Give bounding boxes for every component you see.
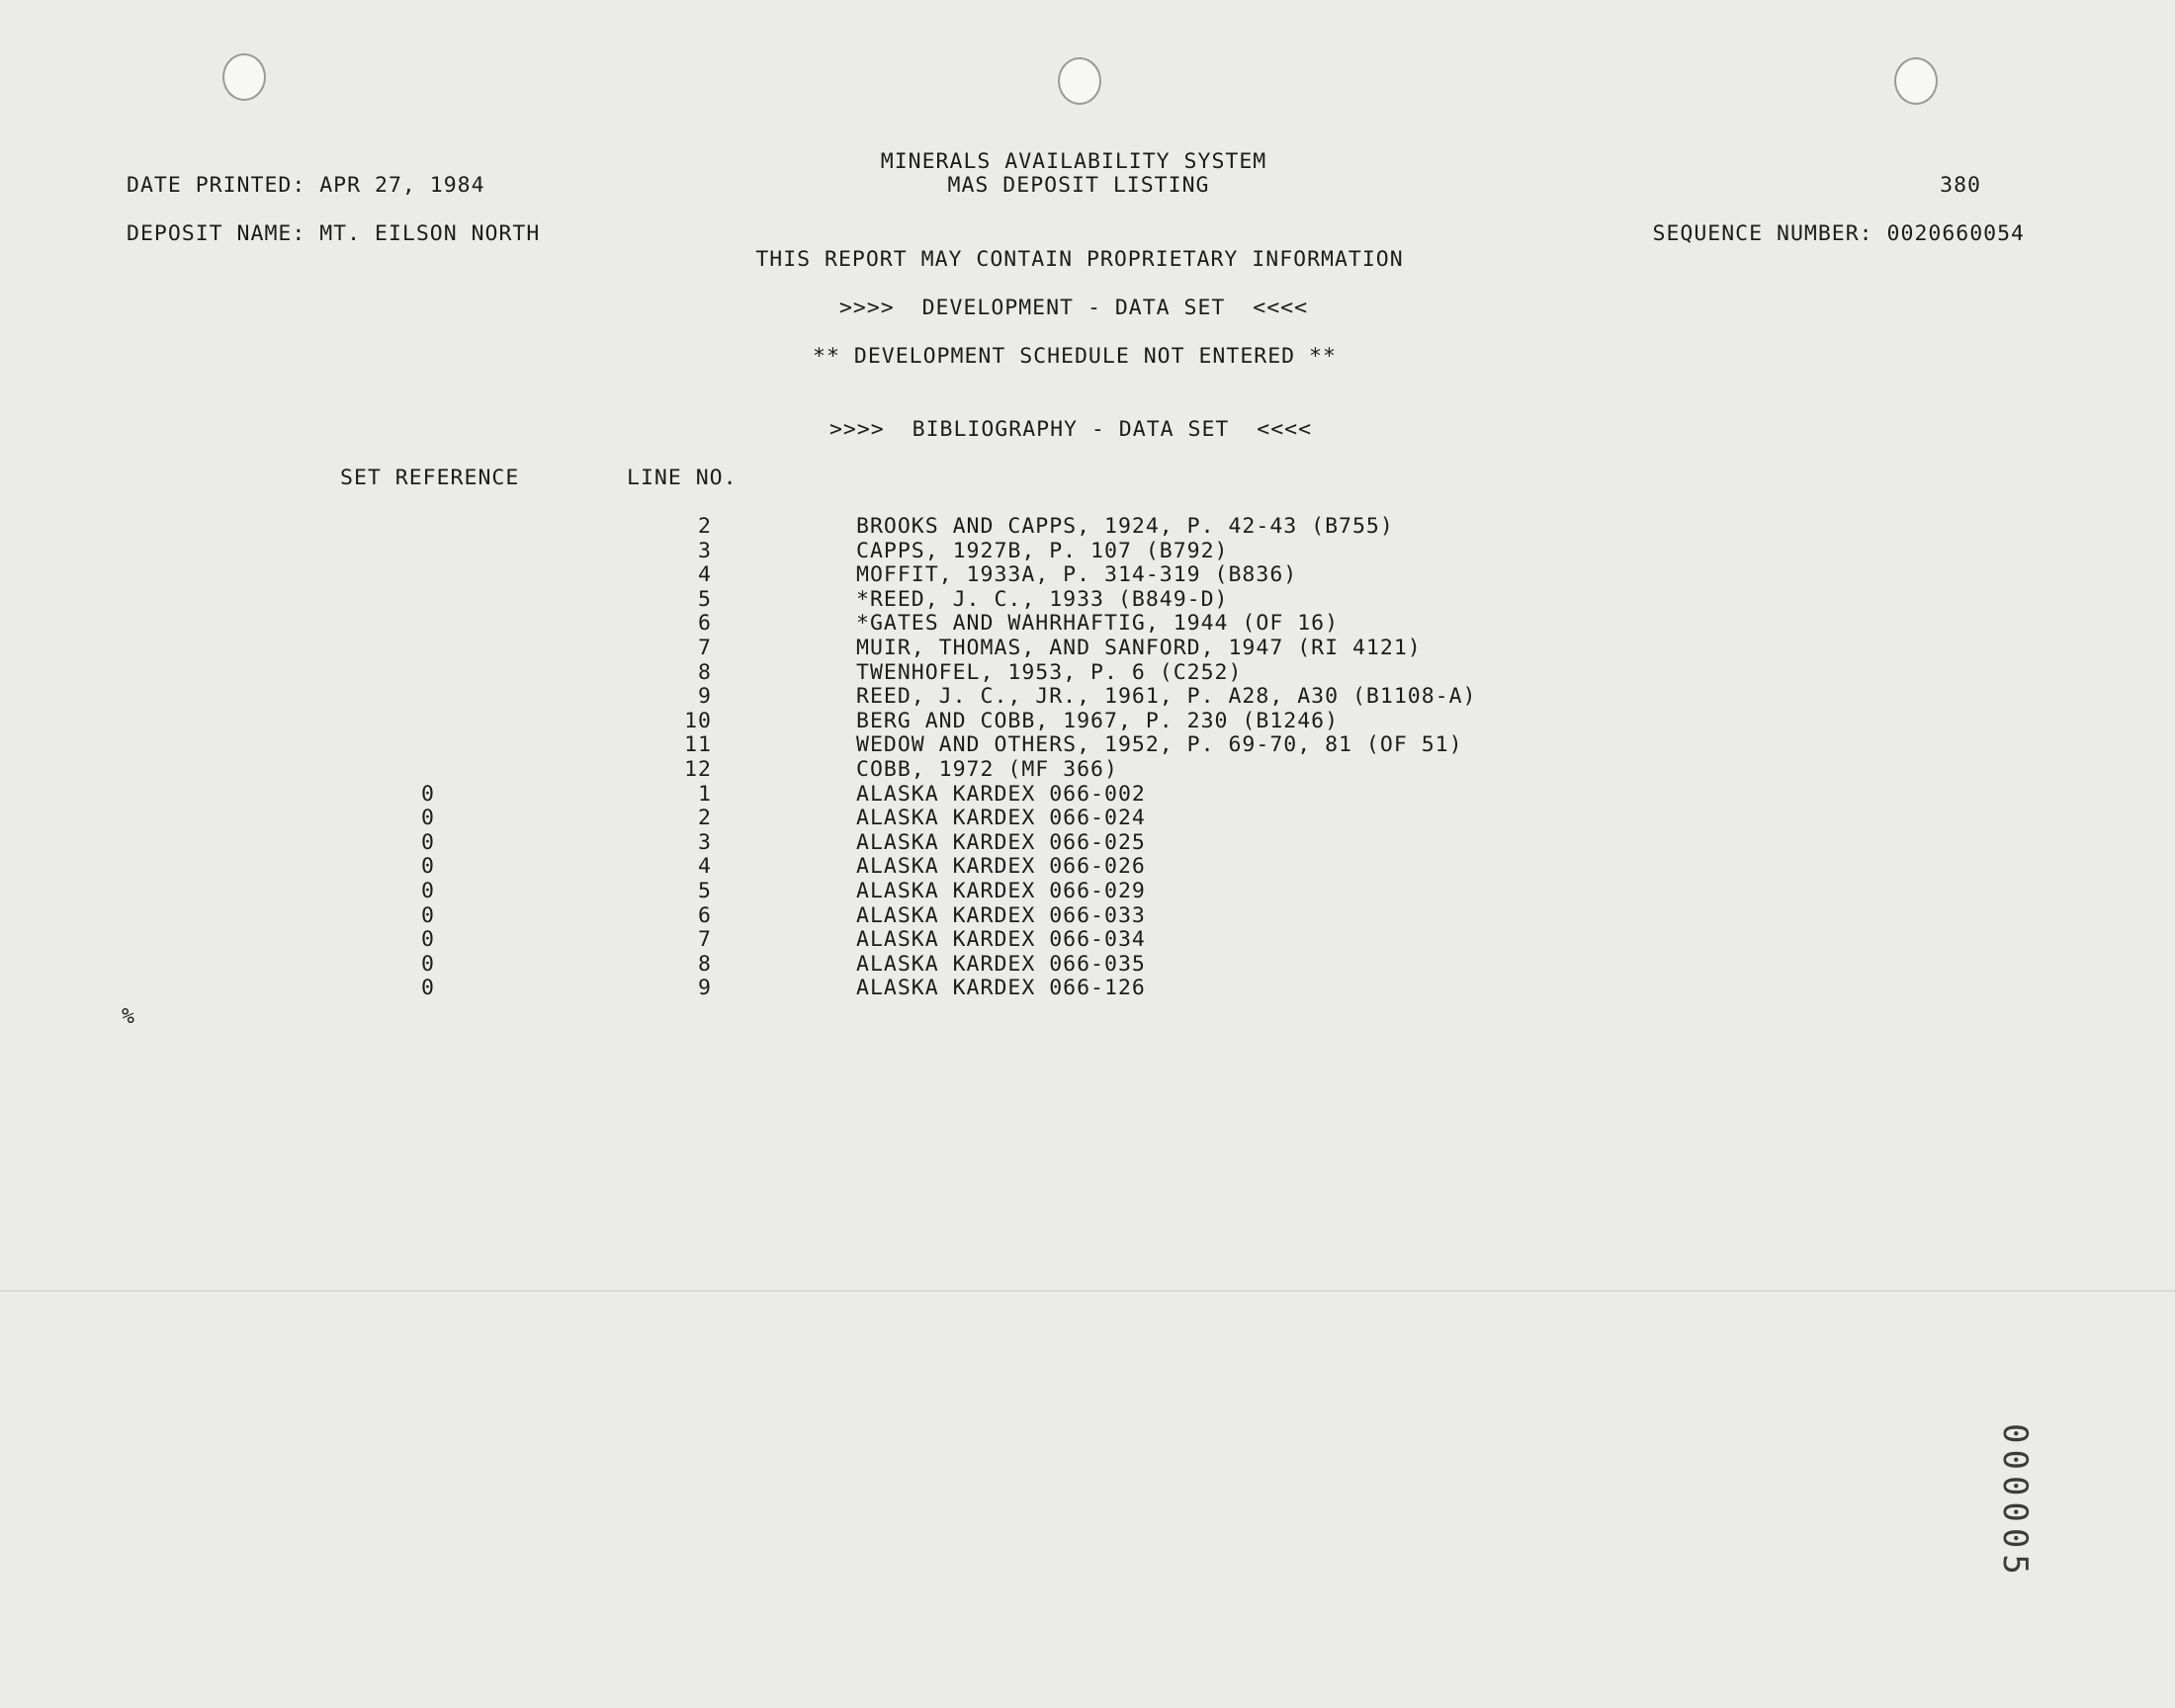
line-no-cell: 8: [698, 951, 712, 977]
set-reference-cell: 0: [421, 927, 435, 953]
page-stamp-number: 000005: [1995, 1423, 2035, 1580]
table-row: [0, 587, 2175, 612]
citation-cell: BERG AND COBB, 1967, P. 230 (B1246): [856, 708, 1340, 733]
table-row: [0, 539, 2175, 563]
citation-cell: ALASKA KARDEX 066-025: [856, 829, 1146, 855]
table-row: [0, 854, 2175, 879]
line-no-cell: 8: [698, 659, 712, 685]
citation-cell: WEDOW AND OTHERS, 1952, P. 69-70, 81 (OF 51): [856, 732, 1463, 758]
line-no-cell: 2: [698, 806, 712, 831]
punch-hole-left: [222, 53, 266, 101]
table-row: [0, 952, 2175, 977]
line-no-cell: 4: [698, 562, 712, 588]
sequence-number: SEQUENCE NUMBER: 0020660054: [1652, 221, 2025, 246]
citation-cell: ALASKA KARDEX 066-024: [856, 806, 1146, 831]
table-row: [0, 830, 2175, 855]
date-printed: DATE PRINTED: APR 27, 1984: [127, 173, 485, 198]
line-no-cell: 7: [698, 927, 712, 953]
proprietary-notice: THIS REPORT MAY CONTAIN PROPRIETARY INFORMATION: [755, 247, 1404, 272]
line-no-cell: 12: [684, 757, 712, 782]
paper-fold-line: [0, 1290, 2175, 1292]
citation-cell: *REED, J. C., 1933 (B849-D): [856, 586, 1229, 612]
citation-cell: REED, J. C., JR., 1961, P. A28, A30 (B1108-A): [856, 684, 1477, 710]
line-no-cell: 1: [698, 781, 712, 807]
citation-cell: ALASKA KARDEX 066-033: [856, 902, 1146, 928]
citation-cell: TWENHOFEL, 1953, P. 6 (C252): [856, 659, 1243, 685]
set-reference-cell: 0: [421, 854, 435, 880]
column-header-set-reference: SET REFERENCE: [340, 466, 520, 490]
punch-hole-right: [1894, 57, 1938, 105]
line-no-cell: 2: [698, 514, 712, 539]
citation-cell: ALASKA KARDEX 066-126: [856, 976, 1146, 1001]
line-no-cell: 6: [698, 611, 712, 637]
line-no-cell: 11: [684, 732, 712, 758]
citation-cell: ALASKA KARDEX 066-002: [856, 781, 1146, 807]
citation-cell: ALASKA KARDEX 066-026: [856, 854, 1146, 880]
bibliography-heading: >>>> BIBLIOGRAPHY - DATA SET <<<<: [828, 417, 1313, 442]
citation-cell: ALASKA KARDEX 066-035: [856, 951, 1146, 977]
table-row: [0, 927, 2175, 952]
line-no-cell: 3: [698, 538, 712, 563]
page-number: 380: [1940, 173, 1981, 198]
table-row: [0, 879, 2175, 903]
citation-cell: MOFFIT, 1933A, P. 314-319 (B836): [856, 562, 1298, 588]
end-mark: %: [122, 1004, 135, 1029]
line-no-cell: 10: [684, 708, 712, 733]
citation-cell: BROOKS AND CAPPS, 1924, P. 42-43 (B755): [856, 514, 1394, 539]
set-reference-cell: 0: [421, 879, 435, 903]
development-heading: >>>> DEVELOPMENT - DATA SET <<<<: [838, 296, 1309, 320]
citation-cell: *GATES AND WAHRHAFTIG, 1944 (OF 16): [856, 611, 1340, 637]
line-no-cell: 3: [698, 829, 712, 855]
table-row: [0, 562, 2175, 587]
line-no-cell: 9: [698, 684, 712, 710]
punch-hole-center: [1058, 57, 1101, 105]
column-header-line-no: LINE NO.: [627, 466, 738, 490]
deposit-name: DEPOSIT NAME: MT. EILSON NORTH: [127, 221, 541, 246]
development-notice: ** DEVELOPMENT SCHEDULE NOT ENTERED **: [813, 344, 1337, 369]
system-title: MINERALS AVAILABILITY SYSTEM: [880, 149, 1267, 174]
citation-cell: COBB, 1972 (MF 366): [856, 757, 1118, 782]
set-reference-cell: 0: [421, 781, 435, 807]
listing-title: MAS DEPOSIT LISTING: [947, 173, 1210, 198]
set-reference-cell: 0: [421, 902, 435, 928]
table-row: [0, 709, 2175, 733]
table-row: [0, 514, 2175, 539]
line-no-cell: 7: [698, 636, 712, 660]
table-row: [0, 976, 2175, 1000]
table-row: [0, 757, 2175, 782]
table-row: [0, 782, 2175, 807]
table-row: [0, 684, 2175, 709]
set-reference-cell: 0: [421, 951, 435, 977]
line-no-cell: 9: [698, 976, 712, 1001]
line-no-cell: 6: [698, 902, 712, 928]
line-no-cell: 5: [698, 586, 712, 612]
line-no-cell: 5: [698, 879, 712, 903]
table-row: [0, 806, 2175, 830]
table-row: [0, 903, 2175, 928]
line-no-cell: 4: [698, 854, 712, 880]
table-row: [0, 660, 2175, 685]
citation-cell: ALASKA KARDEX 066-029: [856, 879, 1146, 903]
table-row: [0, 611, 2175, 636]
set-reference-cell: 0: [421, 806, 435, 831]
set-reference-cell: 0: [421, 829, 435, 855]
citation-cell: CAPPS, 1927B, P. 107 (B792): [856, 538, 1229, 563]
set-reference-cell: 0: [421, 976, 435, 1001]
table-row: [0, 636, 2175, 660]
citation-cell: MUIR, THOMAS, AND SANFORD, 1947 (RI 4121): [856, 636, 1422, 660]
citation-cell: ALASKA KARDEX 066-034: [856, 927, 1146, 953]
table-row: [0, 732, 2175, 757]
